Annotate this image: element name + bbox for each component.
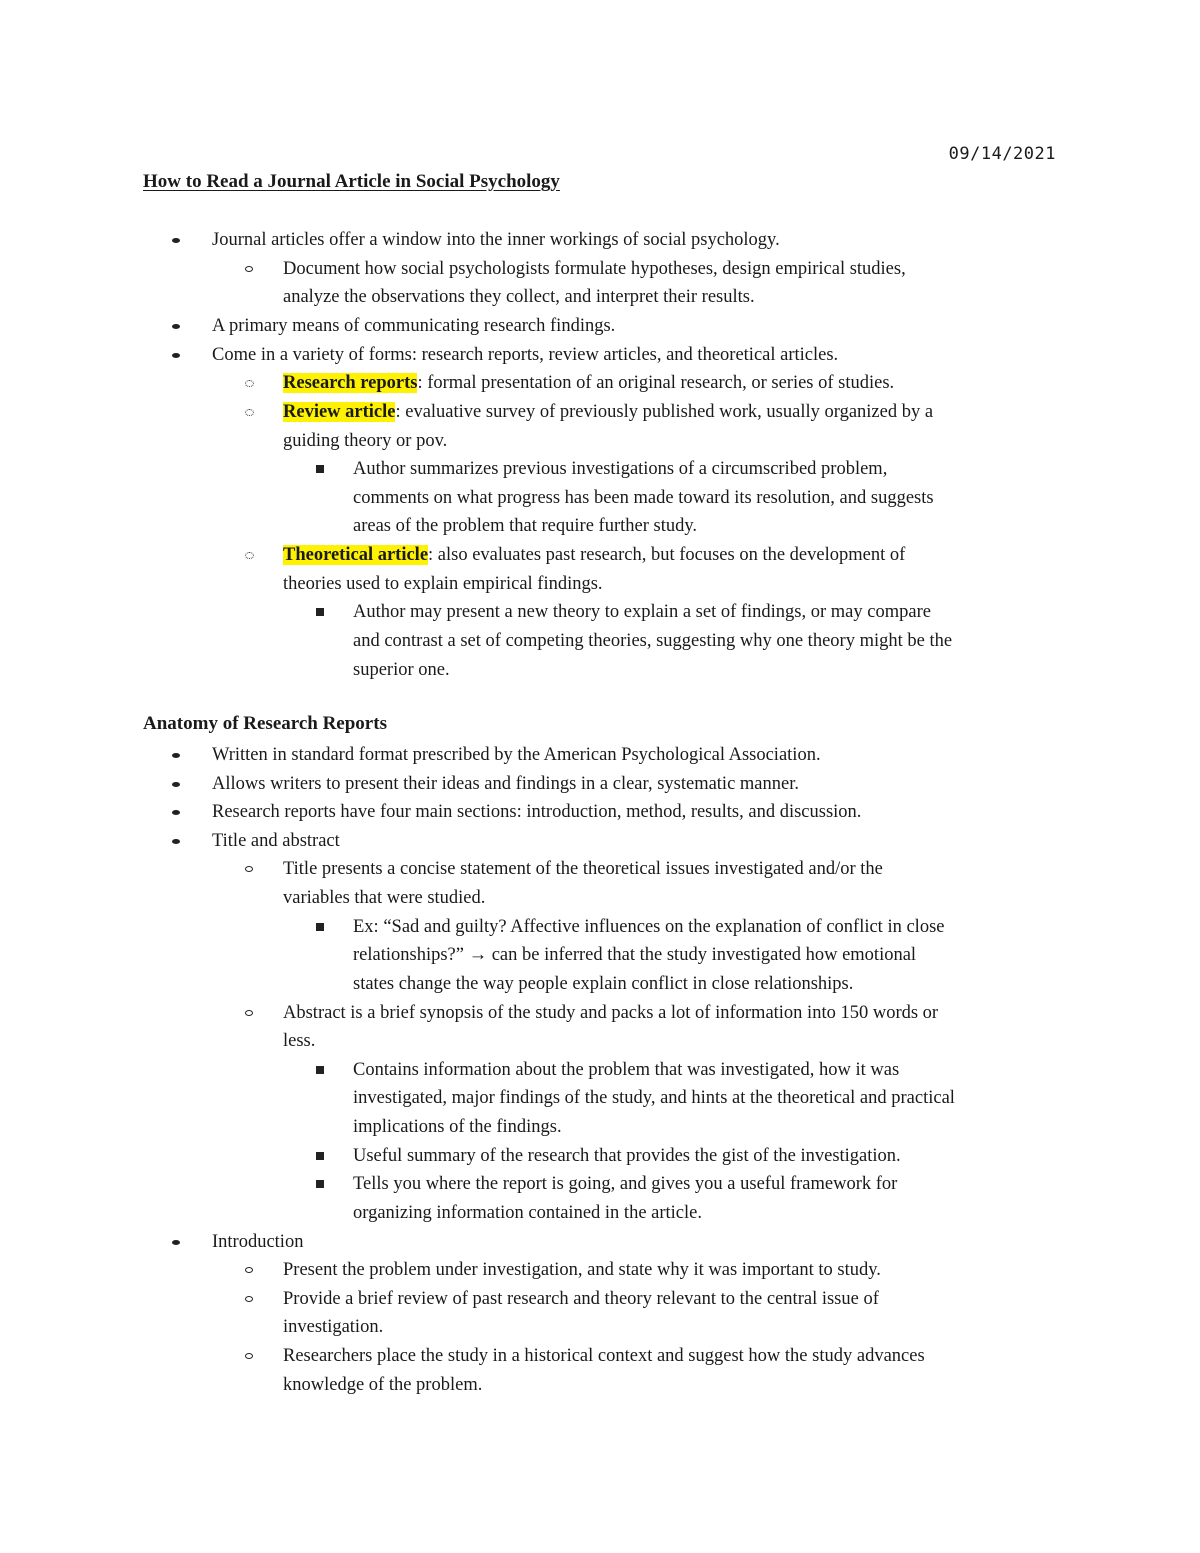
bullet-dotted-circle-icon xyxy=(245,369,254,398)
list-item-theoretical-article xyxy=(283,541,905,570)
bullet-square-icon xyxy=(316,598,324,627)
list-item-continuation: guiding theory or pov. xyxy=(283,431,448,451)
list-item-continuation: comments on what progress has been made toward its resolution, and suggests xyxy=(353,488,934,508)
document-title: How to Read a Journal Article in Social Psychology xyxy=(143,171,560,192)
term-definition: : formal presentation of an original research, or series of studies. xyxy=(417,373,895,393)
list-item: Author may present a new theory to explain a set of findings, or may compare xyxy=(353,602,931,622)
bullet-disc-icon xyxy=(172,827,180,856)
bullet-circle-icon xyxy=(245,999,253,1028)
highlight-term: Theoretical article xyxy=(283,545,429,565)
bullet-disc-icon xyxy=(172,341,180,370)
term-definition: : also evaluates past research, but focuses on the development of xyxy=(428,545,906,565)
list-item: Introduction xyxy=(212,1232,304,1252)
highlight-term: Review article xyxy=(283,402,396,422)
list-item: Tells you where the report is going, and gives you a useful framework for xyxy=(353,1174,898,1194)
list-item: Useful summary of the research that provides the gist of the investigation. xyxy=(353,1146,901,1166)
bullet-square-icon xyxy=(316,1170,324,1199)
list-item: Document how social psychologists formulate hypotheses, design empirical studies, xyxy=(283,259,906,279)
list-item-continuation: implications of the findings. xyxy=(353,1117,562,1137)
list-item-continuation: investigated, major findings of the study, and hints at the theoretical and practical xyxy=(353,1088,955,1108)
bullet-dotted-circle-icon xyxy=(245,398,254,427)
bullet-circle-icon xyxy=(245,1256,253,1285)
bullet-circle-icon xyxy=(245,1342,253,1371)
list-item: Title and abstract xyxy=(212,831,340,851)
bullet-square-icon xyxy=(316,455,324,484)
list-item: Come in a variety of forms: research reports, review articles, and theoretical articles. xyxy=(212,345,839,365)
bullet-circle-icon xyxy=(245,255,253,284)
section-heading: Anatomy of Research Reports xyxy=(143,713,387,734)
bullet-disc-icon xyxy=(172,770,180,799)
list-item-continuation: less. xyxy=(283,1031,316,1051)
list-item: Present the problem under investigation, and state why it was important to study. xyxy=(283,1260,881,1280)
bullet-circle-icon xyxy=(245,1285,253,1314)
list-item: Allows writers to present their ideas and findings in a clear, systematic manner. xyxy=(212,774,799,794)
highlight-term: Research reports xyxy=(283,373,418,393)
document-date: 09/14/2021 xyxy=(948,144,1056,164)
list-item: Journal articles offer a window into the inner workings of social psychology. xyxy=(212,230,780,250)
list-item: Abstract is a brief synopsis of the study and packs a lot of information into 150 words or xyxy=(283,1003,939,1023)
list-item: Ex: “Sad and guilty? Affective influences on the explanation of conflict in close xyxy=(353,917,945,937)
list-item-review-article xyxy=(283,398,933,427)
list-item-continuation: theories used to explain empirical findings. xyxy=(283,574,603,594)
list-item: Contains information about the problem that was investigated, how it was xyxy=(353,1060,900,1080)
list-item-continuation: relationships?” → can be inferred that the study investigated how emotional xyxy=(353,945,917,965)
bullet-disc-icon xyxy=(172,226,180,255)
list-item-continuation: superior one. xyxy=(353,660,450,680)
bullet-circle-icon xyxy=(245,855,253,884)
list-item-continuation: states change the way people explain conflict in close relationships. xyxy=(353,974,854,994)
list-item-continuation: analyze the observations they collect, and interpret their results. xyxy=(283,287,755,307)
list-item: Written in standard format prescribed by the American Psychological Association. xyxy=(212,745,821,765)
list-item-continuation: investigation. xyxy=(283,1317,384,1337)
list-item-continuation: organizing information contained in the article. xyxy=(353,1203,702,1223)
list-item: Provide a brief review of past research and theory relevant to the central issue of xyxy=(283,1289,879,1309)
list-item: Research reports have four main sections: introduction, method, results, and discussion. xyxy=(212,802,862,822)
list-item-continuation: and contrast a set of competing theories, suggesting why one theory might be the xyxy=(353,631,953,651)
bullet-disc-icon xyxy=(172,798,180,827)
list-item-continuation: knowledge of the problem. xyxy=(283,1375,483,1395)
bullet-disc-icon xyxy=(172,741,180,770)
list-item: Title presents a concise statement of the theoretical issues investigated and/or the xyxy=(283,859,883,879)
list-item-continuation: variables that were studied. xyxy=(283,888,486,908)
bullet-square-icon xyxy=(316,1142,324,1171)
list-item: Author summarizes previous investigations of a circumscribed problem, xyxy=(353,459,888,479)
bullet-square-icon xyxy=(316,1056,324,1085)
list-item-continuation: areas of the problem that require further study. xyxy=(353,516,698,536)
list-item: A primary means of communicating research findings. xyxy=(212,316,616,336)
term-definition: : evaluative survey of previously published work, usually organized by a xyxy=(395,402,934,422)
bullet-disc-icon xyxy=(172,312,180,341)
list-item-research-reports xyxy=(283,369,894,398)
list-item: Researchers place the study in a historical context and suggest how the study advances xyxy=(283,1346,925,1366)
bullet-dotted-circle-icon xyxy=(245,541,254,570)
bullet-square-icon xyxy=(316,913,324,942)
bullet-disc-icon xyxy=(172,1228,180,1257)
